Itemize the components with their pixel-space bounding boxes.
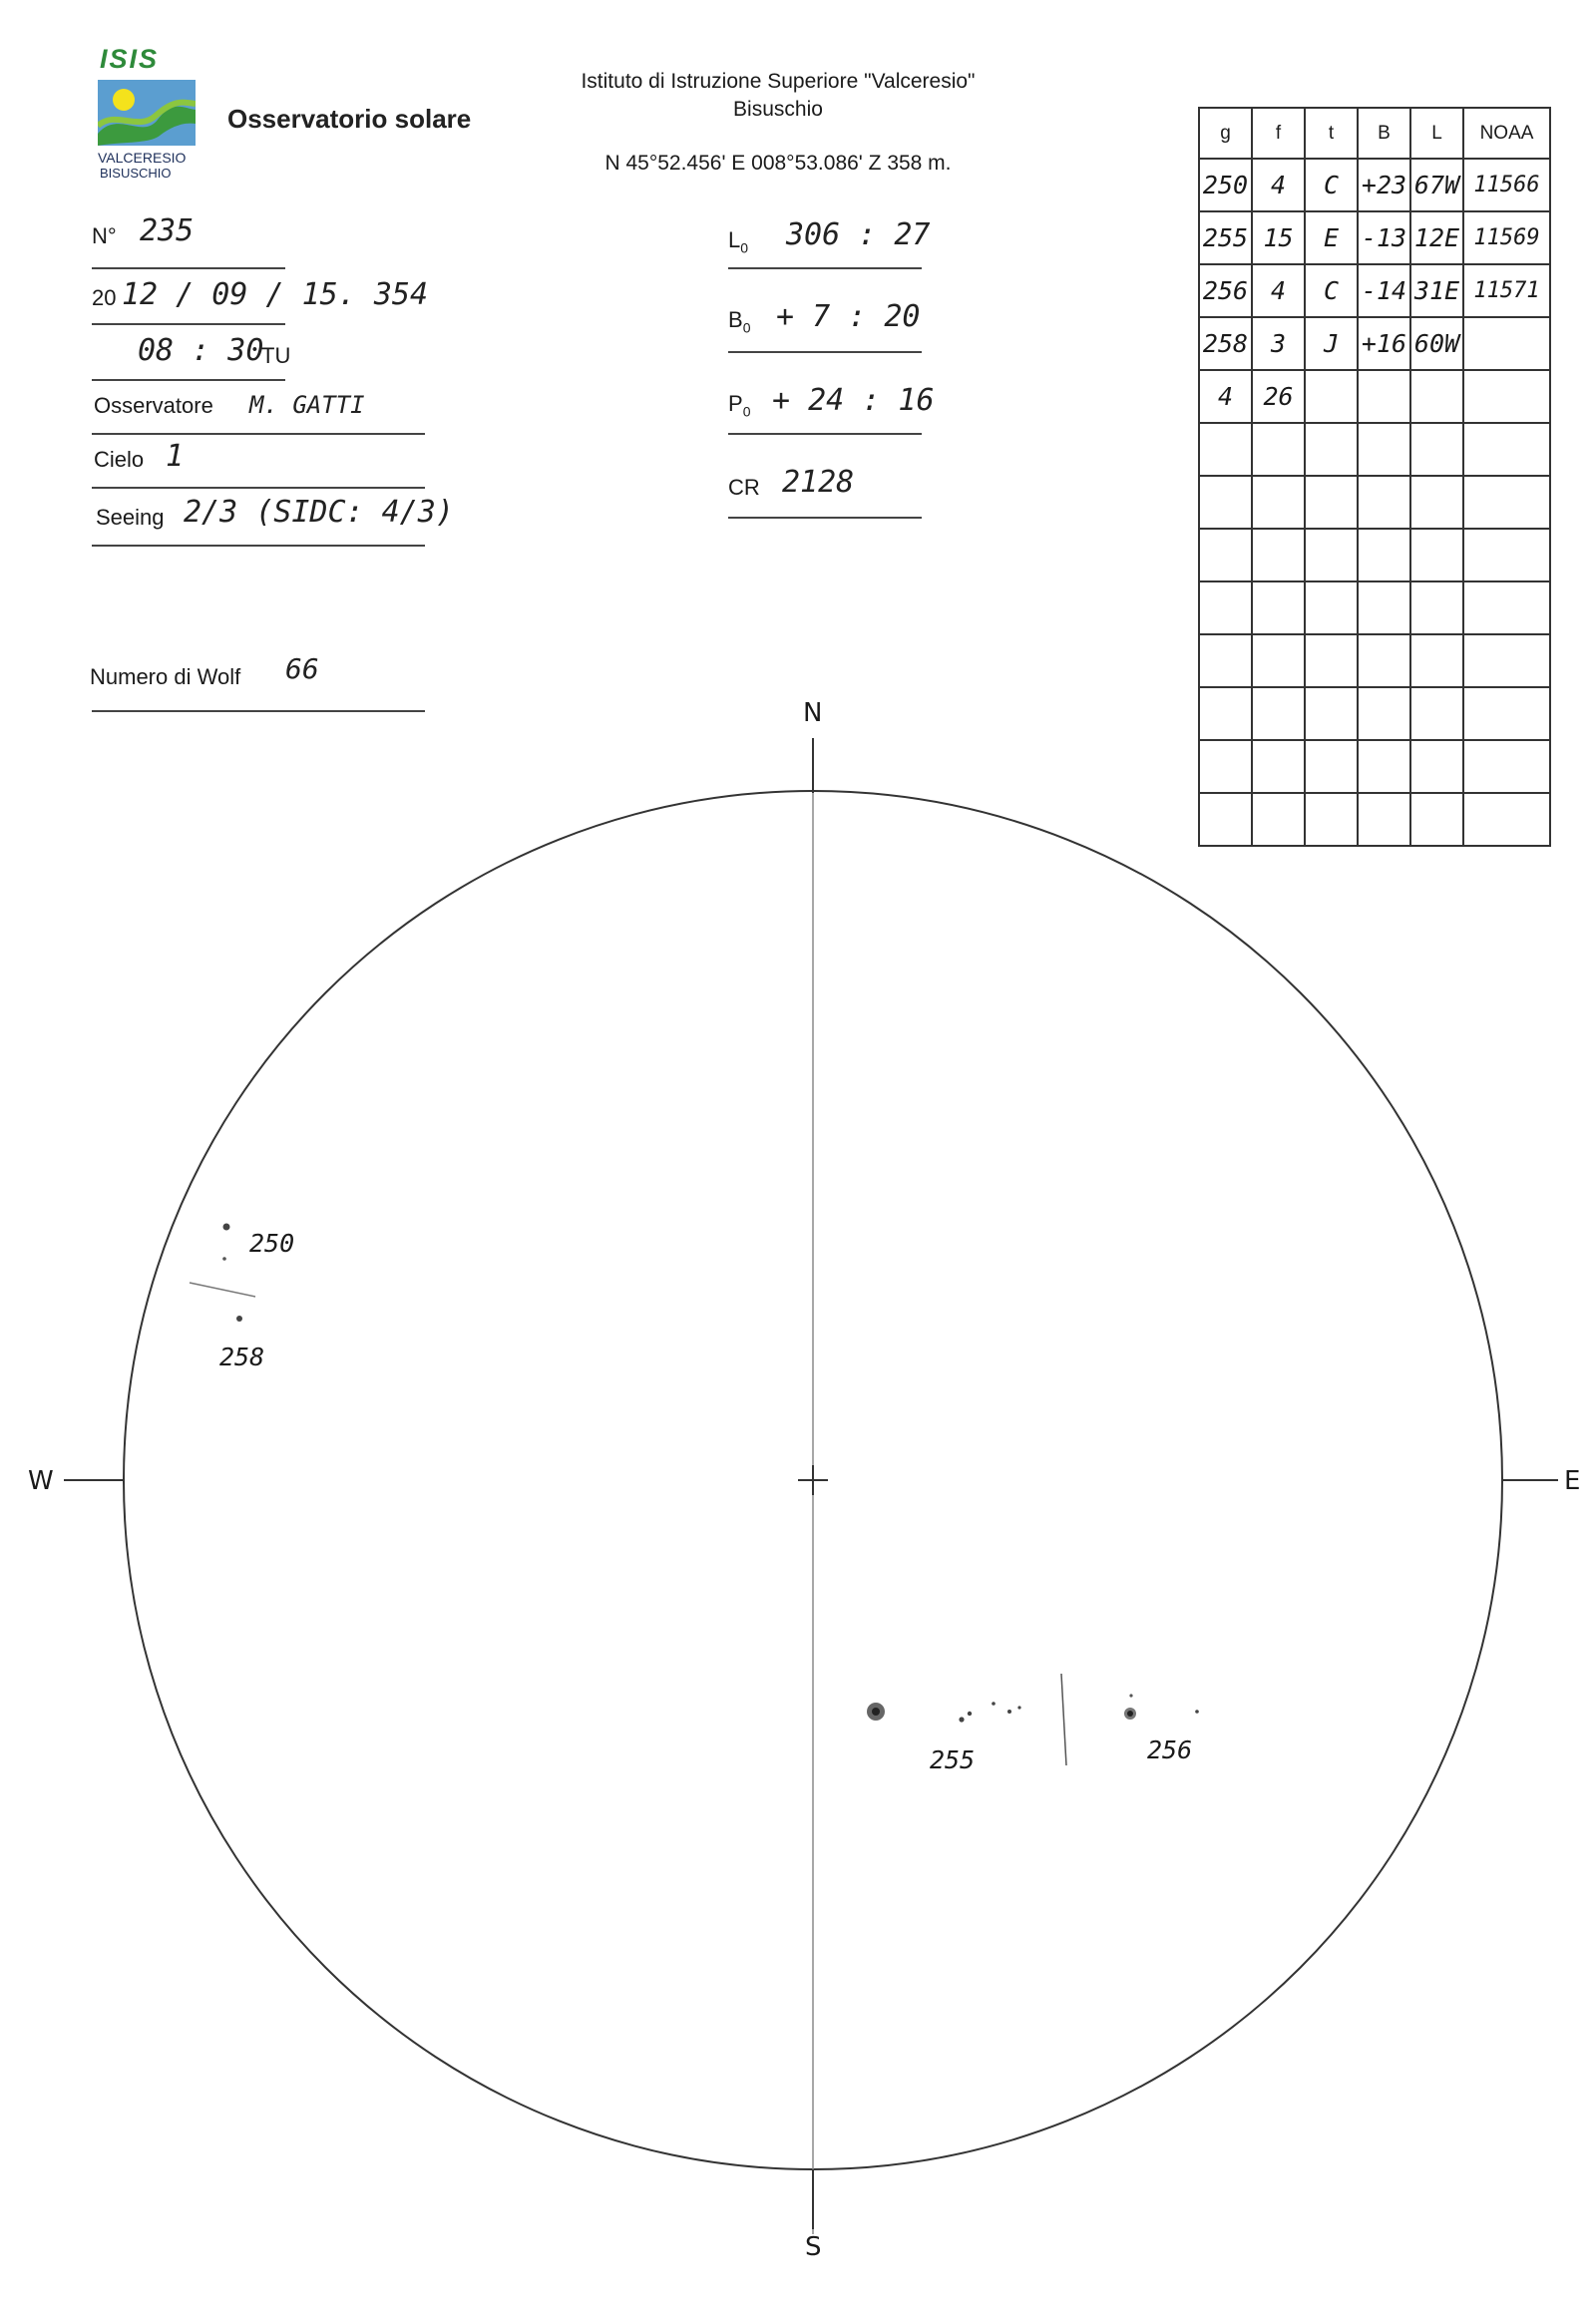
col-header: t [1305, 108, 1358, 159]
group-label-258: 258 [219, 1343, 265, 1371]
date-prefix: 20 [92, 285, 117, 310]
institute-name: Istituto di Istruzione Superiore "Valceresio" [581, 70, 976, 93]
wolf-value: 66 [285, 652, 319, 685]
table-cell: C [1305, 159, 1358, 211]
seeing-label: Seeing [96, 505, 165, 530]
time-unit: TU [261, 343, 291, 368]
group-label-250: 250 [249, 1229, 295, 1258]
table-cell: 3 [1252, 317, 1305, 370]
number-value: 235 [140, 213, 195, 248]
sunspot-umbra [872, 1708, 880, 1716]
table-cell: 15 [1252, 211, 1305, 264]
logo-subtitle-2: BISUSCHIO [100, 166, 172, 181]
sunspot [223, 1224, 230, 1231]
table-cell: -14 [1358, 264, 1410, 317]
table-cell: +23 [1358, 159, 1410, 211]
east-label: E [1564, 1466, 1581, 1496]
table-cell: 250 [1199, 159, 1252, 211]
table-cell: 12E [1410, 211, 1463, 264]
sunspot-umbra [1127, 1711, 1133, 1717]
logo-acronym: ISIS [100, 44, 160, 74]
b0-sub: 0 [742, 319, 751, 336]
l0-sub: 0 [740, 239, 749, 256]
col-header: g [1199, 108, 1252, 159]
north-label: N [803, 698, 823, 728]
p0-letter: P [728, 391, 743, 416]
l0-letter: L [728, 227, 741, 252]
seeing-value: 2/3 (SIDC: 4/3) [184, 495, 454, 530]
time-value: 08 : 30 [138, 333, 264, 368]
col-header: B [1358, 108, 1410, 159]
p0-value: + 24 : 16 [772, 383, 935, 418]
table-cell: 255 [1199, 211, 1252, 264]
table-cell: E [1305, 211, 1358, 264]
table-cell: 256 [1199, 264, 1252, 317]
south-label: S [805, 2232, 822, 2262]
sunspot [1017, 1706, 1020, 1709]
sunspot [992, 1702, 996, 1706]
group-separator [1061, 1674, 1066, 1765]
table-cell: 4 [1252, 264, 1305, 317]
west-label: W [28, 1466, 54, 1496]
table-cell: 26 [1252, 370, 1305, 423]
table-cell: +16 [1358, 317, 1410, 370]
sunspot [968, 1712, 972, 1716]
station-coordinates: N 45°52.456' E 008°53.086' Z 358 m. [604, 152, 952, 175]
cr-value: 2128 [782, 465, 855, 500]
sunspot [1129, 1694, 1132, 1697]
sunspot [959, 1717, 964, 1722]
p0-sub: 0 [742, 403, 751, 420]
number-label: N° [92, 223, 117, 248]
col-header: f [1252, 108, 1305, 159]
col-header: NOAA [1463, 108, 1550, 159]
table-cell: C [1305, 264, 1358, 317]
observer-value: M. GATTI [249, 391, 365, 419]
sunspot [1007, 1710, 1011, 1714]
cr-label: CR [728, 475, 760, 500]
b0-letter: B [728, 307, 743, 332]
table-cell: 4 [1199, 370, 1252, 423]
l0-value: 306 : 27 [786, 217, 931, 252]
group-label-255: 255 [930, 1745, 976, 1774]
table-cell: 11569 [1463, 211, 1550, 264]
group-separator [190, 1283, 255, 1297]
observatory-title: Osservatorio solare [227, 104, 472, 134]
institute-town: Bisuschio [733, 98, 823, 121]
table-cell: 60W [1410, 317, 1463, 370]
wolf-label: Numero di Wolf [90, 664, 241, 689]
date-value: 12 / 09 / 15. 354 [122, 277, 429, 312]
table-cell: -13 [1358, 211, 1410, 264]
sunspot [1195, 1710, 1199, 1714]
sunspot [236, 1316, 242, 1322]
logo-subtitle-1: VALCERESIO [98, 150, 187, 166]
sky-value: 1 [166, 439, 185, 474]
table-cell: 31E [1410, 264, 1463, 317]
table-cell: J [1305, 317, 1358, 370]
col-header: L [1410, 108, 1463, 159]
table-cell: 4 [1252, 159, 1305, 211]
observer-label: Osservatore [94, 393, 213, 418]
b0-value: + 7 : 20 [776, 299, 921, 334]
table-cell: 258 [1199, 317, 1252, 370]
sky-label: Cielo [94, 447, 145, 472]
sunspot [222, 1257, 226, 1261]
group-label-256: 256 [1147, 1735, 1193, 1764]
table-cell: 11571 [1463, 264, 1550, 317]
table-cell: 11566 [1463, 159, 1550, 211]
table-cell: 67W [1410, 159, 1463, 211]
